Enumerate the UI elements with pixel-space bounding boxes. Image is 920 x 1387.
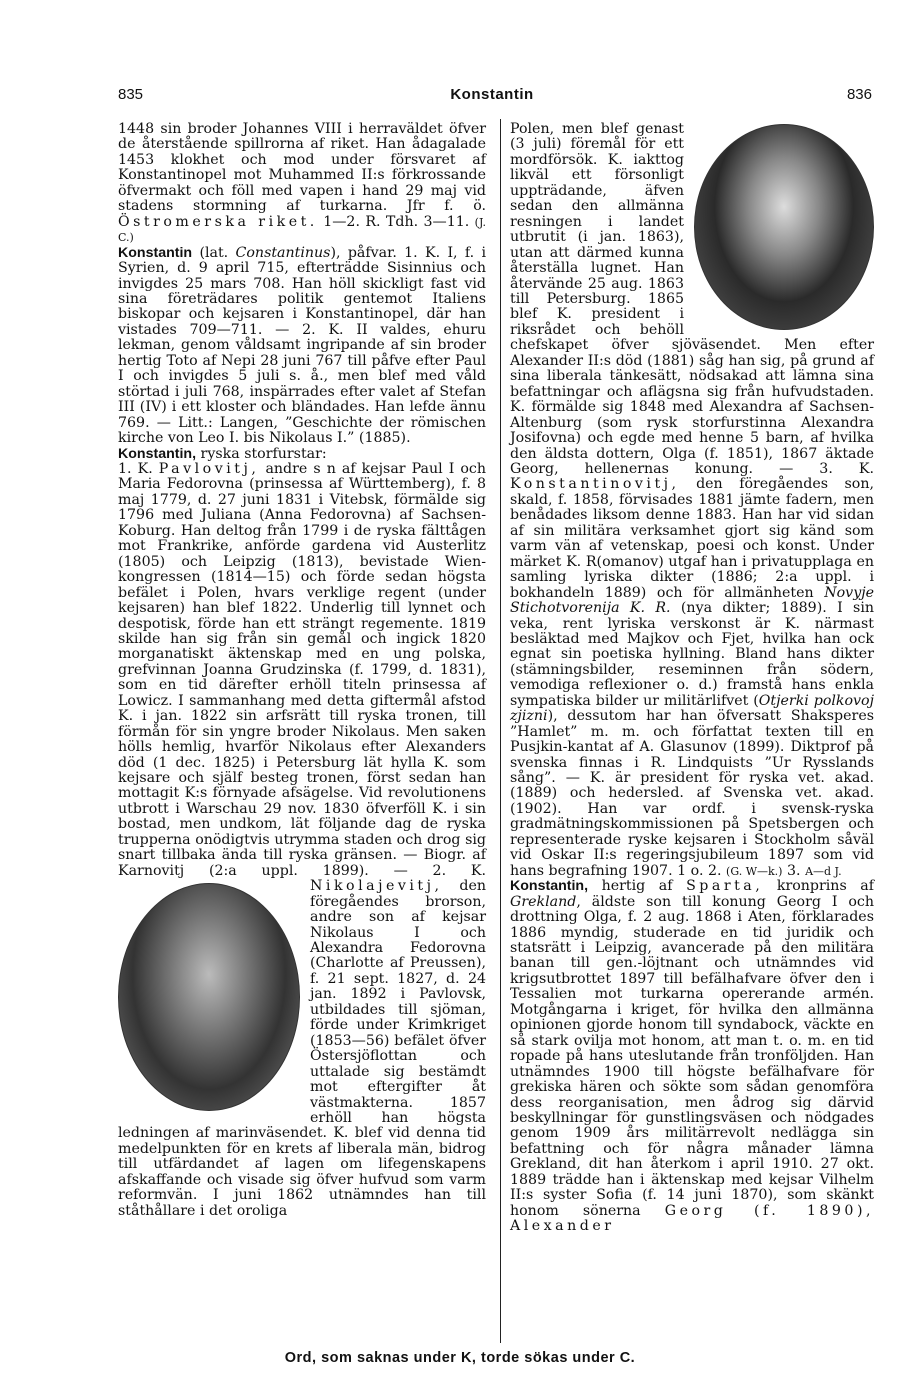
entry-headword: Konstantin,: [118, 445, 197, 462]
page-header: [112, 84, 872, 110]
right-column: [510, 122, 874, 1235]
page-footer-note: Ord, som saknas under K, torde sökas under C.: [284, 1350, 636, 1366]
paragraph-continuation-right: Polen, men blef genast (3 juli) föremål för ett mordförsök. K. iakttog likväl ett försonligt uppträdande, äfven sedan den allmänna resningen i landet utbrutit (i jan. 1863), utan att därmed kunna återställa lugnet. Han återvände 25 aug. 1863 till Petersburg. 1865 blef K. president i riksrådet och behöll chefskapet öfver sjöväsendet. Men efter Alexander II:s död (1881) såg han sig, på grund af sina liberala tänkesätt, nödsakad att lämna sina befattningar och aflägsna sig från hufvudstaden. K. förmälde sig 1848 med Alexandra af Sachsen-Altenburg (som rysk storfurstinna Alexandra Josifovna) och egde med henne 5 barn, af hvilka den äldsta dottern, Olga (f. 1851), 1867 äktade Georg, hellenernas konung. — 3. K. Konstantinovitj, den föregåendes son, skald, f. 1858, förvisades 1881 jämte fadern, men benådades liksom denne 1883. Han har vid sidan af sin militära verksamhet gjort sig känd som varm vän af vetenskap, poesi och konst. Under märket K. R(omanov) utgaf han i privatupplaga en samling lyriska dikter (1886; 2:a uppl. i bokhandeln 1889) och för allmänheten Novyje Stichotvorenija K. R. (nya dikter; 1889). I sin veka, rent lyriska verskonst är K. närmast besläktad med Majkov och Fjet, hvilka han ock egnat sin poetiska hyllning. Bland hans dikter (stämningsbilder, reseminnen från södern, vemodiga reflexioner o. d.) framstå hans enkla sympatiska bilder ur militärlifvet (Otjerki polkovoj zjizni), dessutom har han öfversatt Shaksperes ”Hamlet” m. m. och författat texten till en Pusjkin-kantat af A. Glasunov (1899). Diktprof på svenska finnas i R. Lindquists ”Ur Rysslands sång”. — K. är president för ryska vet. akad. (1889) och hedersled. af Svenska vet. akad. (1902). Han var ordf. i svensk-ryska gradmätningskommissionen på Spetsbergen och representerade ryske kejsaren i Stockholm såväl vid Oskar II:s regeringsjubileum 1897 som vid hans begrafning 1907. 1 o. 2. (G. W—k.) 3. A—d J.: [510, 121, 874, 879]
entry-konstantin-sparta: Konstantin, hertig af Sparta, kronprins af Grekland, äldste son till konung Georg I och drottning Olga, f. 2 aug. 1868 i Aten, förklarades 1886 myndig, studerade en tid juridik och statsrätt i Leipzig, avancerade på den militära banan till gen.-löjtnant och utnämndes vid krigsutbrottet 1897 till befälhafvare öfver den i Tessalien mot turkarna opererande armén. Motgångarna i kriget, för hvilka den allmänna opinionen gjorde honom till syndabock, väckte en så stark ovilja mot honom, att man t. o. m. en tid ropade på hans uteslutande från tronföljden. Han utnämndes 1900 till högste befälhafvare för grekiska hären och sökte som sådan genomföra dess reorganisation, men ådrog sig därvid beskyllningar för gunstlingsväsen och nödgades genom 1909 års militärrevolt nedlägga sin befattning och för några månader lämna Grekland, dit han återkom i april 1910. 27 okt. 1889 trädde han i äktenskap med kejsar Vilhelm II:s syster Sofia (f. 14 juni 1870), som skänkt honom sönerna Georg (f. 1890), Alexander: [510, 878, 874, 1235]
portrait-konstantin-nikolajevitj: [694, 124, 874, 330]
paragraph-continuation: 1448 sin broder Johannes VIII i herraväldet öfver de återstående spillrorna af riket. Han ådagalade 1453 klokhet och mod under försvaret af Konstantinopel mot Muhammed II:s förkrossande öfvermakt och föll med vapen i hand 29 maj vid stadens stormning af turkarna. Jfr f. ö. Östromerska riket. 1—2. R. Tdh. 3—11. (J. C.): [118, 121, 486, 245]
left-column: [118, 122, 486, 1219]
page-number-left: 835: [118, 86, 144, 103]
portrait-konstantin-pavlovitj: [118, 883, 300, 1111]
entry-konstantin-pope: Konstantin (lat. Constantinus), påfvar. 1. K. I, f. i Syrien, d. 9 april 715, efterträdde Sisinnius och invigdes 25 mars 708. Han höll skickligt fast vid sina företrädares politik gentemot Italiens biskopar och kejsaren i Konstantinopel, där han vistades 709—711. — 2. K. II valdes, ehuru lekman, genom våldsamt ingripande af sin broder hertig Toto af Nepi 28 juni 767 till påfve efter Paul I och invigdes 5 juli s. å., men blef med våld störtad i juli 768, inspärrades efter valet af Stefan III (IV) i ett kloster och bländades. Han lefde ännu 769. — Litt.: Langen, ”Geschichte der römischen kirche von Leo I. bis Nikolaus I.” (1885).: [118, 244, 487, 447]
page-number-right: 836: [846, 86, 872, 103]
entry-headword: Konstantin,: [510, 878, 589, 895]
entry-headword: Konstantin: [118, 244, 193, 261]
entry-item-pavlovitj: 1. K. Pavlovitj, andre s n af kejsar Paul I och Maria Fedorovna (prinsessa af Württemberg), f. 8 maj 1779, d. 27 juni 1831 i Vitebsk, förmälde sig 1796 med Juliana (Anna Fedorovna) af Sachsen-Koburg. Han deltog från 1799 i de ryska fälttågen mot Frankrike, anförde gardena vid Austerlitz (1805) och Leipzig (1813), bevistade Wien-kongressen (1814—15) och förde sedan högsta befälet i Polen, hvars verklige regent (under kejsaren) han blef 1822. Underlig till lynnet och despotisk, förde han ett strängt regemente. 1819 skilde han sig från sin gemål och ingick 1820 morganatiskt äktenskap med en ung polska, grefvinnan Joanna Grudzinska (f. 1799, d. 1831), som en tid därefter erhöll titeln prinsessa af Lowicz. I sammanhang med detta giftermål afstod K. i jan. 1822 sin arfsrätt till ryska tronen, till förmån för sin yngre broder Nikolaus. Men saken hölls hemlig, hvarför Nikolaus efter Alexanders död (1 dec. 1825) i Petersburg lät hylla K. som kejsare och själf besteg tronen, först sedan han mottagit K:s förnyade afsägelse. Vid revolutionens utbrott i Warschau 29 nov. 1830 öfverföll K. i sin bostad, men undkom, lät följande dag de ryska trupperna onödigtvis utrymma staden och drog sig snart tillbaka ända till ryska gränsen. — Biogr. af Karnovitj (2:a uppl. 1899). — 2. K. Nikolajevitj, den föregåendes brorson, andre son af kejsar Nikolaus I och Alexandra Fedorovna (Charlotte af Preussen), f. 21 sept. 1827, d. 24 jan. 1892 i Pavlovsk, utbildades till sjöman, förde under Krimkriget (1853—56) befälet öfver Östersjöflottan och uttalade sig bestämdt mot eftergifter åt västmakterna. 1857 erhöll han högsta ledningen af marinväsendet. K. blef vid denna tid medelpunkten för en krets af liberala män, bidrog till utfärdandet af lagen om lifegenskapens afskaffande och visade sig öfver hufvud som varm reformvän. I juni 1862 utnämndes han till ståthållare i det oroliga: [118, 460, 486, 1219]
running-head: Konstantin: [450, 86, 534, 103]
column-divider: [500, 119, 501, 1343]
entry-konstantin-grand-dukes: Konstantin, ryska storfurstar:: [118, 445, 327, 462]
